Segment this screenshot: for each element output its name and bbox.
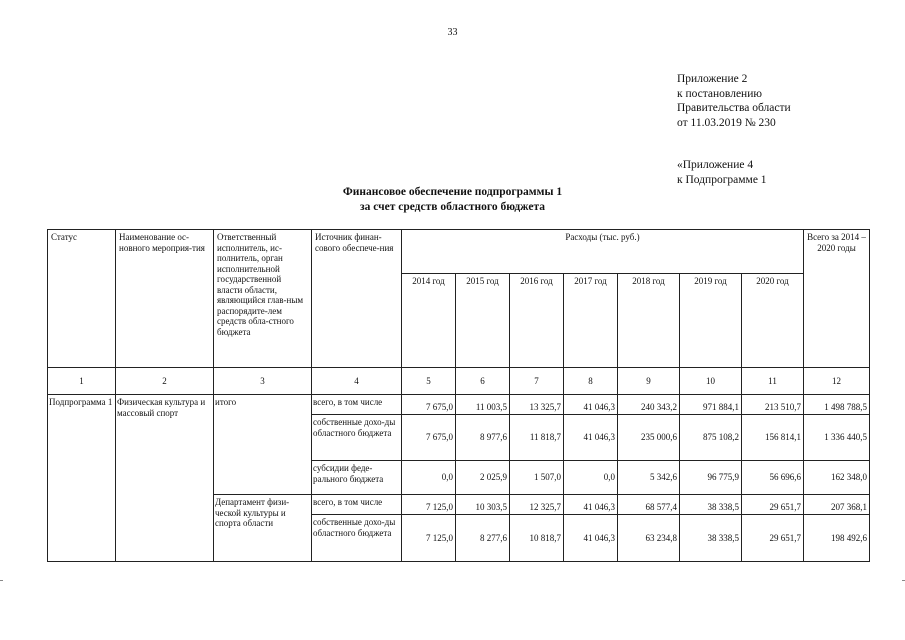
appendix-line: от 11.03.2019 № 230 [677,116,776,129]
col-number: 6 [456,368,510,395]
table-row [48,395,870,415]
value-cell: 11 003,5 [456,395,510,415]
source-cell: собственные дохо-ды областного бюджета [312,415,402,461]
source-cell: всего, в том числе [312,395,402,415]
value-cell: 162 348,0 [804,461,870,495]
value-cell: 0,0 [402,461,456,495]
col-number: 12 [804,368,870,395]
header-total: Всего за 2014 – 2020 годы [804,230,870,274]
executor-cell: итого [214,395,312,495]
header-year: 2015 год [456,274,510,368]
source-cell: собственные дохо-ды областного бюджета [312,515,402,562]
source-cell: субсидии феде-рального бюджета [312,461,402,495]
value-cell: 29 651,7 [742,495,804,515]
value-cell: 1 507,0 [510,461,564,495]
page-number: 33 [447,27,458,38]
value-cell: 12 325,7 [510,495,564,515]
value-cell: 56 696,6 [742,461,804,495]
value-cell: 7 125,0 [402,495,456,515]
value-cell: 63 234,8 [618,515,680,562]
col-number: 4 [312,368,402,395]
appendix-line: Правительства области [677,102,791,114]
value-cell: 68 577,4 [618,495,680,515]
appendix-line: к постановлению [677,87,762,100]
value-cell: 8 977,6 [456,415,510,461]
value-cell: 5 342,6 [618,461,680,495]
header-executor: Ответственный исполнитель, ис-полнитель, орган исполнительной государственной власти области, являющийся глав-ным распорядите-лем средств обла-стного бюджета [214,230,312,368]
header-source: Источник финан-сового обеспече-ния [312,230,402,368]
value-cell: 41 046,3 [564,495,618,515]
value-cell: 2 025,9 [456,461,510,495]
value-cell: 7 675,0 [402,395,456,415]
value-cell: 29 651,7 [742,515,804,562]
value-cell: 10 818,7 [510,515,564,562]
value-cell: 13 325,7 [510,395,564,415]
col-number: 7 [510,368,564,395]
header-year: 2020 год [742,274,804,368]
appendix-block [677,72,791,130]
value-cell: 38 338,5 [680,515,742,562]
value-cell: 198 492,6 [804,515,870,562]
value-cell: 96 775,9 [680,461,742,495]
value-cell: 41 046,3 [564,515,618,562]
header-year: 2019 год [680,274,742,368]
value-cell: 207 368,1 [804,495,870,515]
source-cell: всего, в том числе [312,495,402,515]
header-year: 2017 год [564,274,618,368]
col-number: 9 [618,368,680,395]
value-cell: 10 303,5 [456,495,510,515]
appendix-sub-line: к Подпрограмме 1 [677,173,767,186]
doc-title-line1: Финансовое обеспечение подпрограммы 1 [342,186,563,198]
appendix-line: Приложение 2 [677,73,748,85]
col-number: 11 [742,368,804,395]
value-cell: 38 338,5 [680,495,742,515]
col-number: 5 [402,368,456,395]
finance-table [47,229,870,562]
value-cell: 41 046,3 [564,395,618,415]
value-cell: 235 000,6 [618,415,680,461]
executor-cell: Департамент физи-ческой культуры и спорта области [214,495,312,562]
activity-cell: Физическая культура и массовый спорт [116,395,214,562]
col-number: 8 [564,368,618,395]
value-cell: 8 277,6 [456,515,510,562]
value-cell: 213 510,7 [742,395,804,415]
header-name: Наименование ос-новного мероприя-тия [116,230,214,368]
header-total-spacer [804,274,870,368]
value-cell: 7 125,0 [402,515,456,562]
col-number: 2 [116,368,214,395]
header-status: Статус [48,230,116,368]
value-cell: 11 818,7 [510,415,564,461]
appendix-sub-block [677,158,767,187]
col-number: 1 [48,368,116,395]
header-expenses: Расходы (тыс. руб.) [402,230,804,274]
scan-edge-mark [0,580,3,581]
value-cell: 971 884,1 [680,395,742,415]
column-numbers-row [48,368,870,395]
header-year: 2014 год [402,274,456,368]
col-number: 10 [680,368,742,395]
value-cell: 156 814,1 [742,415,804,461]
value-cell: 1 336 440,5 [804,415,870,461]
value-cell: 41 046,3 [564,415,618,461]
status-cell: Подпрограмма 1 [48,395,116,562]
value-cell: 0,0 [564,461,618,495]
header-row [48,230,870,274]
doc-title-line2: за счет средств областного бюджета [360,201,545,213]
col-number: 3 [214,368,312,395]
value-cell: 875 108,2 [680,415,742,461]
header-year: 2018 год [618,274,680,368]
value-cell: 1 498 788,5 [804,395,870,415]
appendix-sub-line: «Приложение 4 [677,159,754,171]
header-year: 2016 год [510,274,564,368]
value-cell: 7 675,0 [402,415,456,461]
value-cell: 240 343,2 [618,395,680,415]
